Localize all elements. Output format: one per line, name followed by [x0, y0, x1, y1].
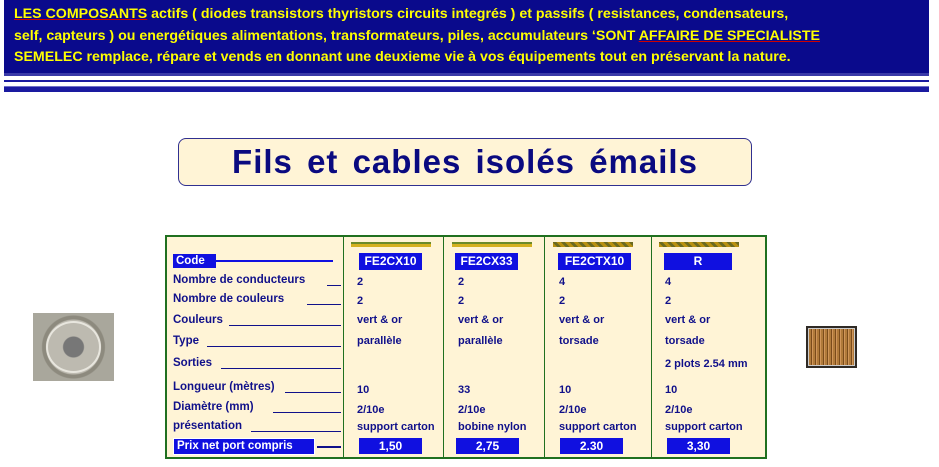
cell-couleurs-nb: 2 [665, 295, 672, 307]
label-couleurs-nb: Nombre de couleurs [173, 293, 285, 305]
banner-text-2: self, capteurs ) ou energétiques alimentations, transformateurs, piles, accumulateurs ‘SONT [14, 27, 639, 44]
banner-highlight-specialiste: AFFAIRE DE SPECIALISTE [638, 27, 820, 44]
column-stripe [659, 242, 739, 247]
banner-line-3: SEMELEC remplace, répare et vends en donnant une deuxieme vie à vos équipements tout en préservant la nature. [14, 49, 791, 65]
label-prix: Prix net port compris [173, 438, 315, 455]
cell-longueur: 10 [665, 384, 678, 396]
page-title: Fils et cables isolés émails [178, 138, 752, 186]
label-diametre: Diamètre (mm) [173, 401, 254, 413]
cell-couleurs-nb: 2 [559, 295, 566, 307]
tore-ferrite-image [33, 313, 114, 381]
column-stripe [351, 242, 431, 247]
label-sorties: Sorties [173, 357, 212, 369]
label-presentation: présentation [173, 420, 243, 432]
label-code: Code [173, 254, 216, 268]
cell-conducteurs: 4 [665, 276, 672, 288]
cell-presentation: support carton [665, 421, 743, 433]
cell-diametre: 2/10e [458, 404, 486, 416]
product-table [165, 235, 767, 459]
cell-diametre: 2/10e [559, 404, 587, 416]
cell-type: torsade [665, 335, 705, 347]
cell-longueur: 10 [357, 384, 370, 396]
banner-line-1 [14, 4, 919, 26]
column-divider [343, 237, 344, 457]
column-stripe [553, 242, 633, 247]
cell-presentation: bobine nylon [458, 421, 527, 433]
info-banner [4, 0, 929, 76]
cell-conducteurs: 2 [458, 276, 465, 288]
cell-conducteurs: 4 [559, 276, 566, 288]
cell-type: parallèle [357, 335, 402, 347]
cell-type: parallèle [458, 335, 503, 347]
cell-presentation: support carton [559, 421, 637, 433]
cell-couleurs: vert & or [458, 314, 504, 326]
cell-couleurs: vert & or [357, 314, 403, 326]
cell-longueur: 10 [559, 384, 572, 396]
cell-conducteurs: 2 [357, 276, 364, 288]
cell-couleurs-nb: 2 [458, 295, 465, 307]
column-divider [443, 237, 444, 457]
product-code: FE2CX33 [455, 253, 518, 270]
cell-couleurs-nb: 2 [357, 295, 364, 307]
price-badge: 1,50 [359, 438, 422, 454]
product-code: FE2CX10 [359, 253, 422, 270]
banner-line-2 [14, 26, 919, 48]
cell-presentation: support carton [357, 421, 435, 433]
divider-top [4, 80, 929, 82]
price-badge: 2,75 [456, 438, 519, 454]
product-code: R [664, 253, 732, 270]
banner-highlight-composants: LES COMPOSANTS [14, 6, 148, 22]
price-badge: 3,30 [667, 438, 730, 454]
bobine-fil-image [806, 326, 857, 368]
label-underline [213, 260, 333, 262]
label-conducteurs: Nombre de conducteurs [173, 274, 306, 286]
cell-longueur: 33 [458, 384, 471, 396]
cell-couleurs: vert & or [665, 314, 711, 326]
column-divider [544, 237, 545, 457]
banner-text-1: actifs ( diodes transistors thyristors circuits integrés ) et passifs ( resistances, condensateurs, [147, 6, 789, 22]
product-code: FE2CTX10 [558, 253, 631, 270]
cell-couleurs: vert & or [559, 314, 605, 326]
price-badge: 2.30 [560, 438, 623, 454]
label-type: Type [173, 335, 199, 347]
label-longueur: Longueur (mètres) [173, 381, 275, 393]
cell-diametre: 2/10e [357, 404, 385, 416]
divider-bottom [4, 86, 929, 92]
cell-sorties: 2 plots 2.54 mm [665, 358, 748, 370]
cell-type: torsade [559, 335, 599, 347]
label-couleurs: Couleurs [173, 314, 223, 326]
column-stripe [452, 242, 532, 247]
cell-diametre: 2/10e [665, 404, 693, 416]
column-divider [651, 237, 652, 457]
